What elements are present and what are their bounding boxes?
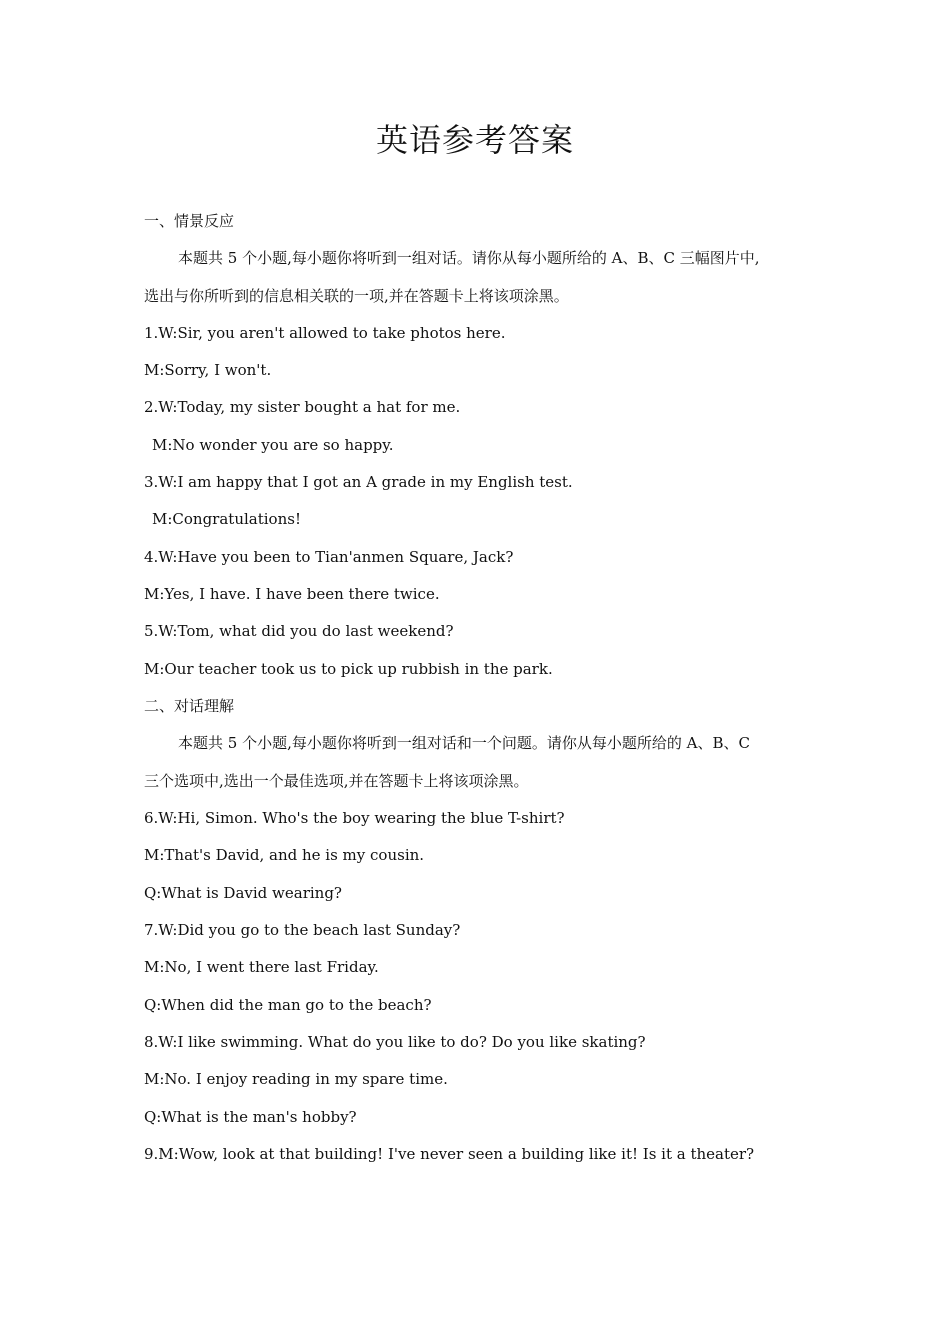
dialogue-line: M:No wonder you are so happy. xyxy=(152,436,394,454)
section2-instruction-line2: 三个选项中,选出一个最佳选项,并在答题卡上将该项涂黑。 xyxy=(144,772,529,790)
dialogue-line: M:Our teacher took us to pick up rubbish in the park. xyxy=(144,660,553,678)
dialogue-line: 9.M:Wow, look at that building! I've never seen a building like it! Is it a theater? xyxy=(144,1145,755,1163)
dialogue-line: 6.W:Hi, Simon. Who's the boy wearing the blue T-shirt? xyxy=(144,809,565,827)
dialogue-line: M:No. I enjoy reading in my spare time. xyxy=(144,1070,448,1088)
dialogue-line: 3.W:I am happy that I got an A grade in my English test. xyxy=(144,473,573,491)
section1-instruction-line2: 选出与你所听到的信息相关联的一项,并在答题卡上将该项涂黑。 xyxy=(144,287,569,305)
dialogue-line: M:Congratulations! xyxy=(152,510,301,528)
dialogue-line: M:No, I went there last Friday. xyxy=(144,958,379,976)
dialogue-line: M:That's David, and he is my cousin. xyxy=(144,846,425,864)
dialogue-line: M:Sorry, I won't. xyxy=(144,361,272,379)
dialogue-line: Q:What is David wearing? xyxy=(144,884,342,902)
dialogue-line: 5.W:Tom, what did you do last weekend? xyxy=(144,622,454,640)
dialogue-line: 8.W:I like swimming. What do you like to do? Do you like skating? xyxy=(144,1033,646,1051)
dialogue-line: Q:What is the man's hobby? xyxy=(144,1108,357,1126)
dialogue-line: 4.W:Have you been to Tian'anmen Square, Jack? xyxy=(144,548,514,566)
dialogue-line: 1.W:Sir, you aren't allowed to take photos here. xyxy=(144,324,506,342)
dialogue-line: 7.W:Did you go to the beach last Sunday? xyxy=(144,921,461,939)
section-heading-dialogue-comprehension: 二、对话理解 xyxy=(144,697,235,715)
section2-instruction-line1: 本题共 5 个小题,每小题你将听到一组对话和一个问题。请你从每小题所给的 A、B、C xyxy=(178,734,750,752)
dialogue-line: M:Yes, I have. I have been there twice. xyxy=(144,585,440,603)
dialogue-line: 2.W:Today, my sister bought a hat for me. xyxy=(144,398,461,416)
dialogue-line: Q:When did the man go to the beach? xyxy=(144,996,432,1014)
page-title: 英语参考答案 xyxy=(375,121,574,159)
section1-instruction-line1: 本题共 5 个小题,每小题你将听到一组对话。请你从每小题所给的 A、B、C 三幅图片中, xyxy=(178,249,760,267)
section-heading-situational-response: 一、情景反应 xyxy=(144,212,235,230)
